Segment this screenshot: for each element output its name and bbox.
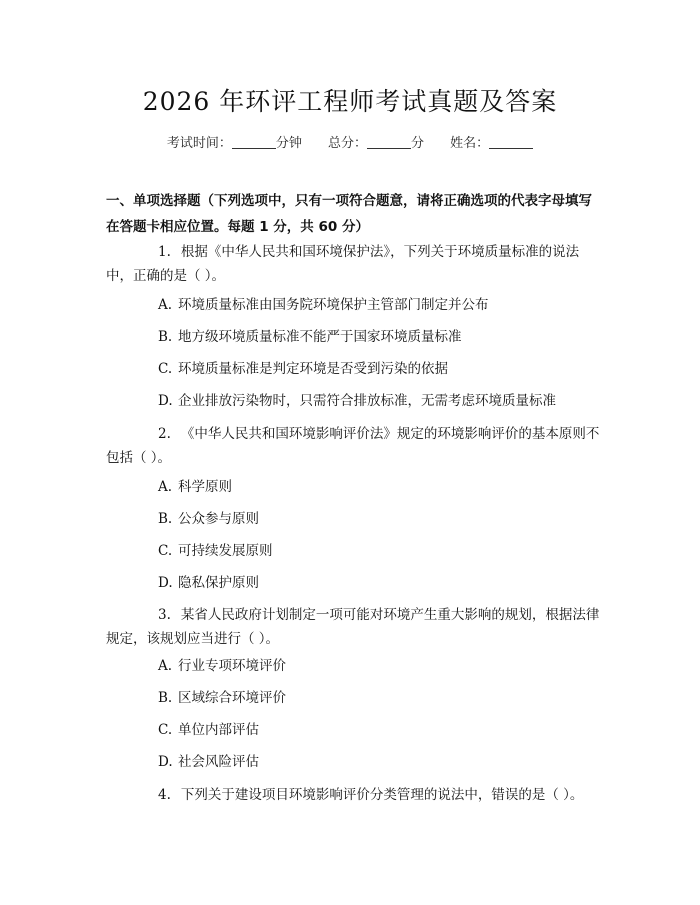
name-label: 姓名： [450,136,490,151]
question-number: 4. [158,787,171,803]
option-text: 环境质量标准是判定环境是否受到污染的依据 [178,361,448,377]
question-2-option-c [158,541,598,561]
exam-title: 2026 年环评工程师考试真题及答案 [142,87,558,116]
question-1-option-c [158,359,598,379]
exam-time-label: 考试时间： [166,136,232,151]
option-text: 区域综合环境评价 [178,690,286,706]
question-3-option-d [158,752,598,772]
option-letter: A. [158,297,173,313]
question-4 [106,783,600,807]
exam-time-unit: 分钟 [275,136,302,151]
option-text: 地方级环境质量标准不能严于国家环境质量标准 [178,329,462,345]
option-letter: B. [158,329,173,345]
question-3-option-a [158,656,598,676]
question-text: 某省人民政府计划制定一项可能对环境产生重大影响的规划，根据法律规定，该规划应当进行（ ）。 [106,607,600,647]
option-letter: C. [158,361,173,377]
question-text: 《中华人民共和国环境影响评价法》规定的环境影响评价的基本原则不包括（ ）。 [106,426,600,466]
question-text: 下列关于建设项目环境影响评价分类管理的说法中，错误的是（ ）。 [180,787,584,803]
option-text: 社会风险评估 [178,754,259,770]
total-score-unit: 分 [411,136,425,151]
option-letter: C. [158,722,173,738]
question-1-option-d [158,391,598,411]
option-text: 环境质量标准由国务院环境保护主管部门制定并公布 [178,297,489,313]
question-1-option-b [158,327,598,347]
question-2-option-d [158,573,598,593]
option-letter: B. [158,511,173,527]
option-text: 可持续发展原则 [178,543,273,559]
option-letter: D. [158,393,173,409]
option-text: 公众参与原则 [178,511,259,527]
option-letter: A. [158,479,173,495]
name-field [450,132,533,151]
name-blank [489,136,533,149]
option-text: 企业排放污染物时，只需符合排放标准，无需考虑环境质量标准 [178,393,556,409]
question-number: 3. [158,607,171,623]
question-number: 1. [158,244,171,260]
question-1-option-a [158,295,598,315]
question-3 [106,603,600,651]
question-text: 根据《中华人民共和国环境保护法》，下列关于环境质量标准的说法中，正确的是（ ）。 [106,244,580,284]
option-letter: A. [158,658,173,674]
question-2 [106,422,600,470]
option-letter: D. [158,754,173,770]
total-score-field [328,132,424,151]
option-letter: B. [158,690,173,706]
option-letter: D. [158,575,173,591]
question-2-option-a [158,477,598,497]
option-letter: C. [158,543,173,559]
exam-info-line [0,132,700,151]
question-number: 2. [158,426,171,442]
exam-time-blank [232,136,276,149]
question-2-option-b [158,509,598,529]
option-text: 单位内部评估 [178,722,259,738]
total-score-label: 总分： [327,136,367,151]
question-3-option-b [158,688,598,708]
option-text: 科学原则 [178,479,232,495]
question-1 [106,240,600,288]
question-3-option-c [158,720,598,740]
total-score-blank [367,136,411,149]
section-heading: 一、单项选择题（下列选项中，只有一项符合题意，请将正确选项的代表字母填写在答题卡相应位置。每题 1 分，共 60 分） [106,193,592,235]
exam-time-field [167,132,302,151]
option-text: 行业专项环境评价 [178,658,286,674]
option-text: 隐私保护原则 [178,575,259,591]
